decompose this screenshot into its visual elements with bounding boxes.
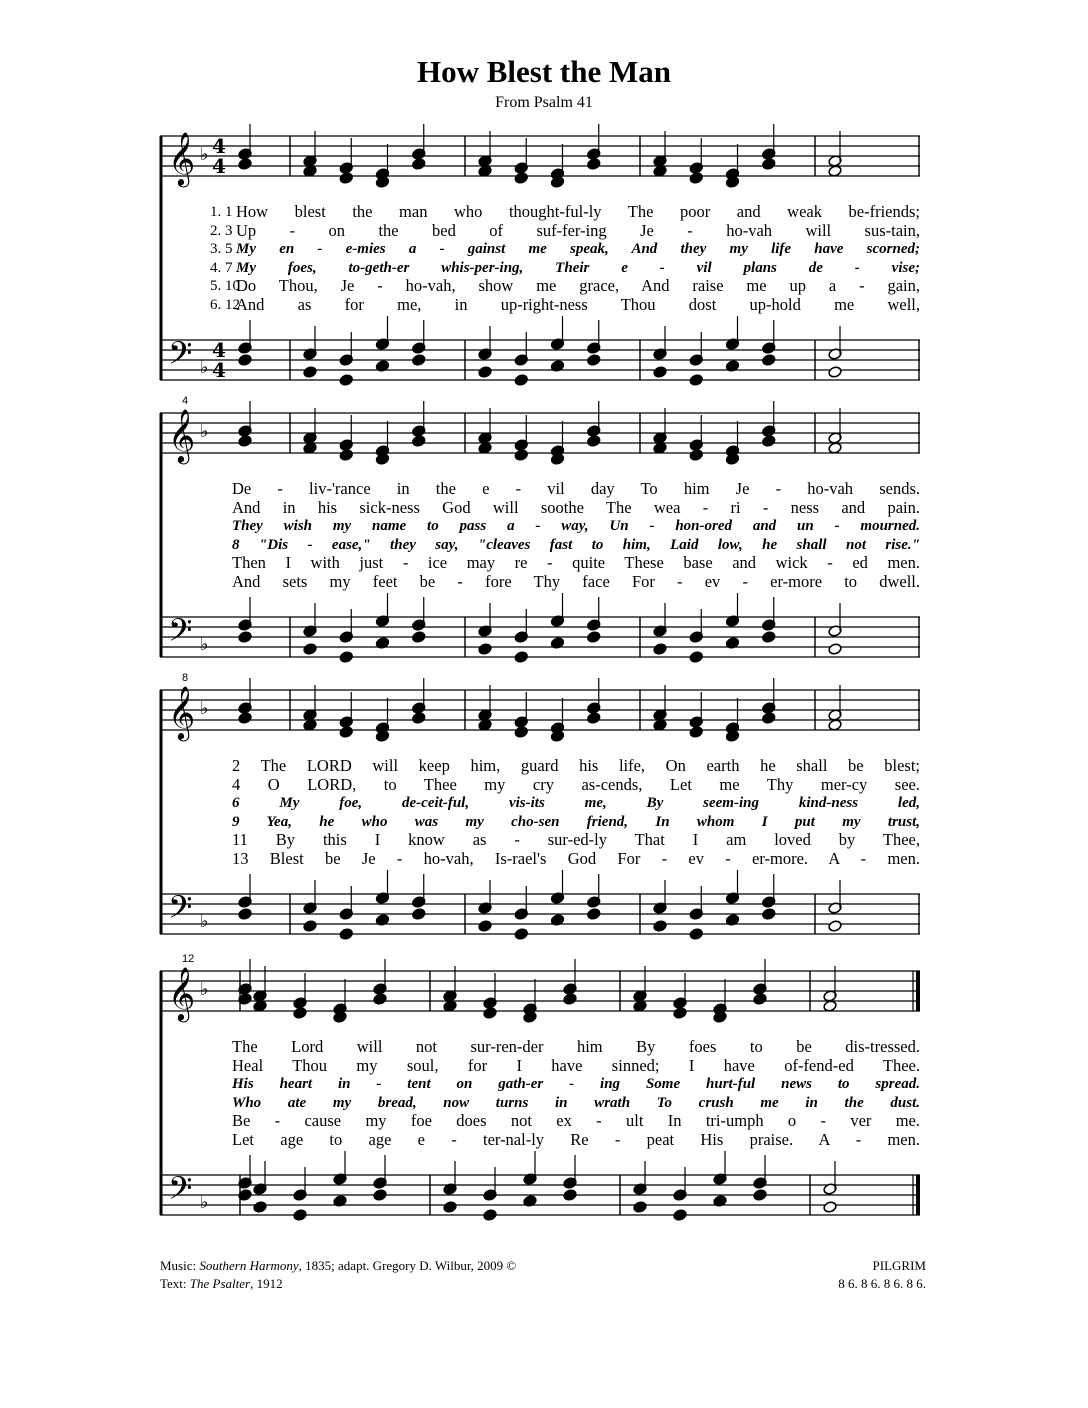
treble-notehead <box>587 712 601 725</box>
time-signature-bottom: 4 <box>212 358 226 382</box>
bass-notehead <box>828 366 842 379</box>
lyric-text: 6 My foe, de-ceit-ful, vis-its me, By seem-ing kind-ness led, <box>232 795 920 811</box>
verse-number: 4. 7 <box>210 259 233 276</box>
lyric-line-verse-2 <box>212 499 920 517</box>
treble-notehead <box>673 1007 687 1020</box>
lyric-line-verse-3 <box>212 1075 920 1093</box>
lyric-line-verse-6 <box>212 1131 920 1149</box>
music-system <box>160 672 920 942</box>
lyric-line-verse-3 <box>212 240 920 258</box>
lyric-text: And as for me, in up-right-ness Thou dost up-hold me well, <box>236 294 920 314</box>
lyric-line-verse-5 <box>212 831 920 849</box>
lyric-line-verse-4 <box>212 536 920 554</box>
treble-notehead <box>514 172 528 185</box>
lyric-text: Up - on the bed of suf-fer-ing Je - ho-vah will sus-tain, <box>236 220 920 240</box>
lyric-line-verse-6 <box>212 573 920 591</box>
bass-notehead <box>762 354 776 367</box>
lyric-text: 13 Blest be Je - ho-vah, Is-rael's God For - ev - er-more. A - men. <box>232 848 920 868</box>
treble-notehead <box>828 165 842 178</box>
treble-notehead <box>293 1007 307 1020</box>
music-credit <box>160 1257 516 1274</box>
bass-notehead <box>238 908 252 921</box>
text-credit-label: Text: <box>160 1276 187 1291</box>
flat-icon: ♭ <box>200 911 209 932</box>
treble-notehead <box>238 435 252 448</box>
measure-number: 8 <box>182 672 189 684</box>
lyric-line-verse-1 <box>212 1038 920 1056</box>
treble-notehead <box>689 172 703 185</box>
bass-notehead <box>689 374 703 387</box>
lyric-line-verse-3 <box>212 517 920 535</box>
bass-clef-icon: 𝄢 <box>168 1170 193 1214</box>
bass-notehead <box>587 354 601 367</box>
lyric-text: Do Thou, Je - ho-vah, show me grace, And raise me up a - gain, <box>236 276 920 295</box>
lyric-line-verse-1 <box>212 480 920 498</box>
lyric-line-verse-5 <box>212 554 920 572</box>
treble-notehead <box>762 158 776 171</box>
bass-notehead <box>653 920 667 933</box>
treble-notehead <box>689 449 703 462</box>
treble-notehead <box>339 449 353 462</box>
bass-notehead <box>478 366 492 379</box>
flat-icon: ♭ <box>200 421 209 442</box>
lyric-line-verse-6 <box>212 850 920 868</box>
bass-notehead <box>689 928 703 941</box>
verse-number: 6. 12 <box>210 296 240 313</box>
lyric-text: De - liv-'rance in the e - vil day To him Je - ho-vah sends. <box>232 479 920 498</box>
treble-notehead <box>633 1000 647 1013</box>
bass-notehead <box>653 643 667 656</box>
treble-notehead <box>762 435 776 448</box>
time-signature-top: 4 <box>212 134 226 158</box>
treble-clef-icon: 𝄞 <box>168 685 196 739</box>
bass-clef-icon: 𝄢 <box>168 889 193 933</box>
verse-number: 5. 10 <box>210 278 240 294</box>
lyric-line-verse-5 <box>212 277 920 295</box>
lyric-line-verse-1 <box>212 757 920 775</box>
treble-notehead <box>689 726 703 739</box>
treble-notehead <box>238 712 252 725</box>
treble-notehead <box>253 1000 267 1013</box>
bass-notehead <box>587 631 601 644</box>
bass-notehead <box>412 908 426 921</box>
lyric-text: And sets my feet be - fore Thy face For - ev - er-more to dwell. <box>232 571 920 591</box>
lyric-text: Who ate my bread, now turns in wrath To crush me in the dust. <box>232 1094 920 1111</box>
flat-icon: ♭ <box>200 357 209 378</box>
treble-clef-icon: 𝄞 <box>168 966 196 1020</box>
flat-icon: ♭ <box>200 979 209 1000</box>
treble-notehead <box>303 442 317 455</box>
music-credit-source: Southern Harmony <box>199 1258 299 1273</box>
treble-notehead <box>339 726 353 739</box>
bass-notehead <box>653 366 667 379</box>
treble-notehead <box>828 719 842 732</box>
bass-notehead <box>587 908 601 921</box>
bass-notehead <box>478 920 492 933</box>
treble-notehead <box>483 1007 497 1020</box>
verse-number: 3. 5 <box>210 241 233 257</box>
bass-notehead <box>238 354 252 367</box>
flat-icon: ♭ <box>200 698 209 719</box>
bass-notehead <box>753 1189 767 1202</box>
lyric-line-verse-4 <box>212 1094 920 1112</box>
treble-clef-icon: 𝄞 <box>168 408 196 462</box>
flat-icon: ♭ <box>200 144 209 165</box>
treble-notehead <box>238 158 252 171</box>
bass-notehead <box>689 651 703 664</box>
flat-icon: ♭ <box>200 1192 209 1213</box>
bass-notehead <box>293 1209 307 1222</box>
verse-number: 1. 1 <box>210 204 233 220</box>
treble-notehead <box>762 712 776 725</box>
bass-notehead <box>762 631 776 644</box>
lyric-line-verse-2 <box>212 222 920 240</box>
treble-notehead <box>303 165 317 178</box>
music-system <box>160 953 920 1223</box>
bass-clef-icon: 𝄢 <box>168 335 193 379</box>
treble-notehead <box>514 449 528 462</box>
treble-notehead <box>653 165 667 178</box>
lyric-text: My en - e-mies a - gainst me speak, And they my life have scorned; <box>236 241 920 257</box>
bass-notehead <box>514 374 528 387</box>
lyric-text: 2 The LORD will keep him, guard his life, On earth he shall be blest; <box>232 756 920 775</box>
lyric-line-verse-4 <box>212 259 920 277</box>
lyric-text: Then I with just - ice may re - quite These base and wick - ed men. <box>232 553 920 572</box>
bass-notehead <box>339 374 353 387</box>
bass-clef-icon: 𝄢 <box>168 612 193 656</box>
treble-notehead <box>478 442 492 455</box>
lyric-line-verse-4 <box>212 813 920 831</box>
treble-notehead <box>373 993 387 1006</box>
music-system <box>160 395 920 665</box>
bass-notehead <box>762 908 776 921</box>
lyric-text: His heart in - tent on gath-er - ing Some hurt-ful news to spread. <box>232 1076 920 1092</box>
bass-notehead <box>303 643 317 656</box>
measure-number: 4 <box>182 395 189 407</box>
lyric-line-verse-2 <box>212 1057 920 1075</box>
bass-notehead <box>478 643 492 656</box>
bass-notehead <box>828 643 842 656</box>
treble-notehead <box>563 993 577 1006</box>
bass-notehead <box>253 1201 267 1214</box>
flat-icon: ♭ <box>200 634 209 655</box>
lyric-text: My foes, to-geth-er whis-per-ing, Their e - vil plans de - vise; <box>236 259 920 276</box>
lyric-line-verse-5 <box>212 1112 920 1130</box>
measure-number: 12 <box>182 953 195 965</box>
treble-notehead <box>339 172 353 185</box>
bass-notehead <box>563 1189 577 1202</box>
music-credit-rest: , 1835; adapt. Gregory D. Wilbur, 2009 © <box>298 1258 517 1273</box>
treble-notehead <box>412 158 426 171</box>
lyric-line-verse-1 <box>212 203 920 221</box>
bass-notehead <box>514 928 528 941</box>
lyric-text: 9 Yea, he who was my cho-sen friend, In whom I put my trust, <box>232 813 920 830</box>
bass-notehead <box>483 1209 497 1222</box>
treble-notehead <box>412 435 426 448</box>
bass-notehead <box>828 920 842 933</box>
music-system <box>160 128 920 388</box>
hymn-title: How Blest the Man <box>416 54 671 89</box>
lyric-text: 4 O LORD, to Thee my cry as-cends, Let me Thy mer-cy see. <box>232 774 920 794</box>
time-signature-bottom: 4 <box>212 154 226 178</box>
text-credit <box>160 1275 283 1292</box>
lyric-text: Heal Thou my soul, for I have sinned; I have of-fend-ed Thee. <box>232 1055 920 1075</box>
bass-notehead <box>673 1209 687 1222</box>
treble-clef-icon: 𝄞 <box>168 131 196 185</box>
lyric-line-verse-6 <box>212 296 920 314</box>
verse-number: 2. 3 <box>210 222 233 239</box>
treble-notehead <box>653 719 667 732</box>
lyric-text: How blest the man who thought-ful-ly The poor and weak be-friends; <box>236 202 920 221</box>
bass-notehead <box>412 631 426 644</box>
treble-notehead <box>303 719 317 732</box>
text-credit-source: The Psalter <box>189 1276 251 1291</box>
bass-notehead <box>514 651 528 664</box>
treble-notehead <box>478 165 492 178</box>
lyric-text: 8 "Dis - ease," they say, "cleaves fast to him, Laid low, he shall not rise." <box>232 536 920 553</box>
treble-notehead <box>828 442 842 455</box>
bass-notehead <box>412 354 426 367</box>
treble-notehead <box>587 158 601 171</box>
lyric-text: The Lord will not sur-ren-der him By foes to be dis-tressed. <box>232 1037 920 1056</box>
bass-notehead <box>339 651 353 664</box>
tune-name: PILGRIM <box>872 1258 926 1273</box>
music-credit-label: Music: <box>160 1258 197 1273</box>
treble-notehead <box>753 993 767 1006</box>
treble-notehead <box>443 1000 457 1013</box>
bass-notehead <box>823 1201 837 1214</box>
lyric-line-verse-2 <box>212 776 920 794</box>
bass-notehead <box>633 1201 647 1214</box>
bass-notehead <box>443 1201 457 1214</box>
text-credit-rest: , 1912 <box>250 1276 283 1291</box>
lyric-text: Let age to age e - ter-nal-ly Re - peat His praise. A - men. <box>232 1129 920 1149</box>
treble-notehead <box>514 726 528 739</box>
bass-notehead <box>373 1189 387 1202</box>
lyric-line-verse-3 <box>212 794 920 812</box>
bass-notehead <box>339 928 353 941</box>
treble-notehead <box>478 719 492 732</box>
bass-notehead <box>303 366 317 379</box>
lyric-text: And in his sick-ness God will soothe The wea - ri - ness and pain. <box>232 497 920 517</box>
treble-notehead <box>823 1000 837 1013</box>
time-signature-top: 4 <box>212 338 226 362</box>
meter: 8 6. 8 6. 8 6. 8 6. <box>838 1276 926 1291</box>
treble-notehead <box>653 442 667 455</box>
hymn-subtitle: From Psalm 41 <box>495 94 593 111</box>
lyric-text: They wish my name to pass a - way, Un - hon-ored and un - mourned. <box>232 518 920 534</box>
lyric-text: Be - cause my foe does not ex - ult In tri-umph o - ver me. <box>232 1111 920 1130</box>
lyric-text: 11 By this I know as - sur-ed-ly That I am loved by Thee, <box>232 830 920 849</box>
treble-notehead <box>587 435 601 448</box>
treble-notehead <box>412 712 426 725</box>
bass-notehead <box>238 631 252 644</box>
bass-notehead <box>303 920 317 933</box>
